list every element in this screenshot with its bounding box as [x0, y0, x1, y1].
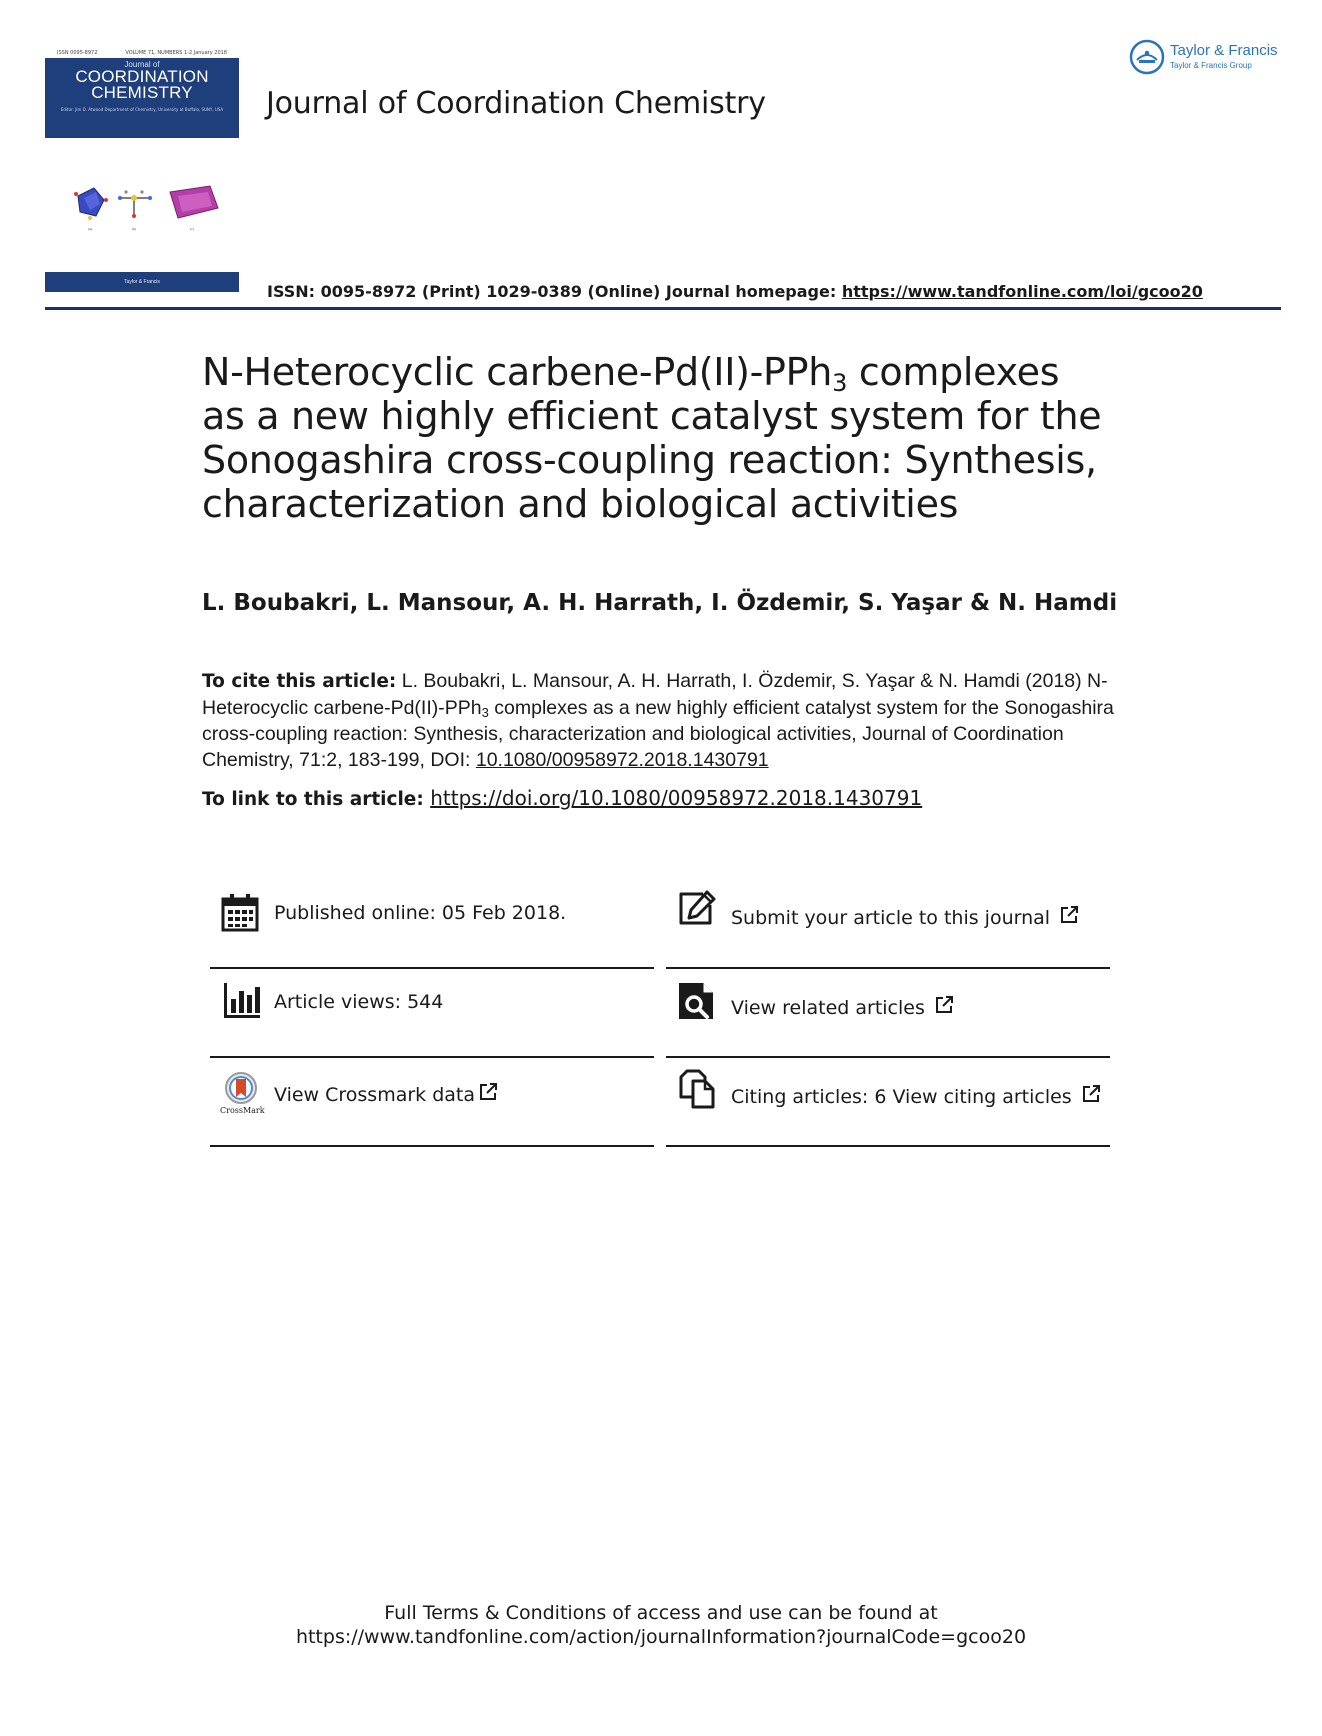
cover-journal-of: Journal of — [124, 60, 160, 69]
cover-title-line1: COORDINATION — [75, 67, 209, 86]
crossmark-label: View Crossmark data — [274, 1084, 476, 1106]
cover-issn: ISSN 0095-8972 — [57, 50, 98, 56]
cover-editor: Editor: Jim D. Atwood Department of Chemistry, University at Buffalo, SUNY, USA — [60, 107, 224, 112]
cover-title-block — [45, 58, 239, 138]
external-link-icon — [478, 1082, 498, 1102]
publisher-name: Taylor & Francis — [1170, 42, 1278, 59]
article-title-part2: complexes as a new highly efficient catalyst system for the Sonogashira cross-coupling reaction: Synthesis, characterization and biological activities — [202, 350, 1102, 526]
calendar-icon — [220, 893, 260, 933]
submit-article-link[interactable] — [731, 905, 1079, 929]
svg-text:(a): (a) — [88, 227, 93, 231]
cover-publisher-band: Taylor & Francis — [45, 272, 239, 292]
crossmark-logo-text: CrossMark — [220, 1106, 265, 1115]
external-link-icon — [1081, 1084, 1101, 1104]
taylor-francis-logo-icon — [1128, 38, 1166, 76]
article-doi-link[interactable]: https://doi.org/10.1080/00958972.2018.1430791 — [430, 786, 923, 810]
cite-doi-link[interactable]: 10.1080/00958972.2018.1430791 — [475, 749, 769, 771]
cite-subscript: 3 — [481, 705, 489, 720]
divider — [210, 1056, 654, 1058]
cover-meta — [45, 50, 239, 57]
crossmark-icon[interactable] — [221, 1071, 261, 1111]
article-views: Article views: 544 — [274, 991, 444, 1013]
cite-text-part1: L. Boubakri, L. Mansour, A. H. Harrath, I. Özdemir, S. Yaşar & N. Hamdi (2018) N-Heterocyclic carbene-Pd(II)-PPh — [202, 670, 1108, 719]
issn-line — [267, 282, 1203, 301]
view-crossmark-data-link[interactable] — [274, 1082, 498, 1106]
citation-block — [202, 668, 1122, 773]
cover-title-line2: CHEMISTRY — [91, 83, 193, 102]
published-online: Published online: 05 Feb 2018. — [274, 902, 567, 924]
divider — [666, 1145, 1110, 1147]
related-label: View related articles — [731, 997, 925, 1019]
article-authors: L. Boubakri, L. Mansour, A. H. Harrath, I. Özdemir, S. Yaşar & N. Hamdi — [202, 590, 1118, 616]
article-title — [202, 350, 1102, 526]
external-link-icon — [934, 995, 954, 1015]
citing-label: Citing articles: 6 View citing articles — [731, 1086, 1072, 1108]
svg-text:(b): (b) — [132, 227, 137, 231]
article-title-part1: N-Heterocyclic carbene-Pd(II)-PPh — [202, 350, 833, 394]
publisher-group: Taylor & Francis Group — [1170, 61, 1252, 70]
link-label: To link to this article: — [202, 789, 431, 810]
bar-chart-icon — [222, 981, 262, 1021]
divider — [666, 967, 1110, 969]
article-link-line — [202, 786, 922, 810]
footer-terms-url[interactable]: https://www.tandfonline.com/action/journalInformation?journalCode=gcoo20 — [295, 1626, 1027, 1648]
edit-icon — [677, 889, 717, 929]
citing-articles-link[interactable] — [731, 1084, 1101, 1108]
cite-label: To cite this article: — [202, 671, 397, 692]
cover-molecule-illustration — [70, 178, 220, 233]
article-title-subscript: 3 — [832, 369, 848, 397]
copy-documents-icon — [677, 1069, 717, 1109]
divider — [666, 1056, 1110, 1058]
divider — [210, 1145, 654, 1147]
journal-homepage-link[interactable]: https://www.tandfonline.com/loi/gcoo20 — [841, 282, 1203, 301]
svg-text:(c): (c) — [190, 227, 194, 231]
footer-terms-line1: Full Terms & Conditions of access and use can be found at — [384, 1602, 938, 1624]
document-search-icon — [677, 981, 717, 1021]
submit-label: Submit your article to this journal — [731, 907, 1051, 929]
cover-volume: VOLUME 71, NUMBERS 1-2 January 2018 — [125, 50, 227, 56]
cite-text-part2: complexes as a new highly efficient catalyst system for the Sonogashira cross-coupling reaction: Synthesis, characterization and biological activities, Journal of Coordination Chemistry, 71:2, 183-199, DOI: — [202, 697, 1114, 771]
journal-title: Journal of Coordination Chemistry — [266, 86, 766, 121]
external-link-icon — [1059, 905, 1079, 925]
divider — [210, 967, 654, 969]
view-related-articles-link[interactable] — [731, 995, 954, 1019]
header-rule — [45, 307, 1281, 310]
issn-text: ISSN: 0095-8972 (Print) 1029-0389 (Online) Journal homepage: — [267, 282, 842, 301]
